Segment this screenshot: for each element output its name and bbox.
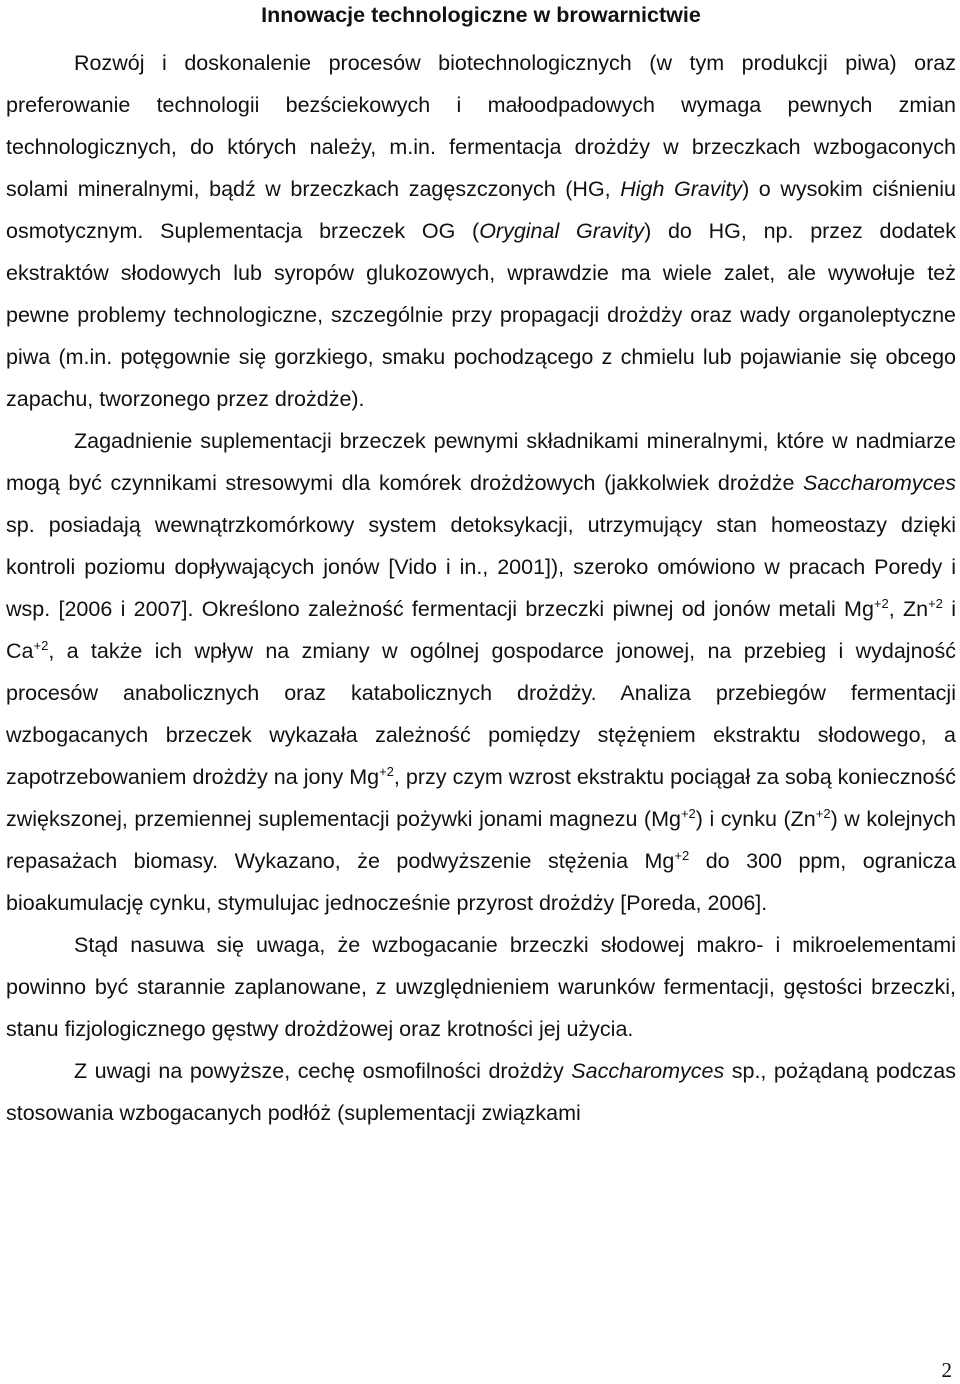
text-run: do 300 ppm, ogranicza bioakumulację cynku, stymulujac jednocześnie przyrost drożdży [Poreda, 2006].	[6, 849, 956, 915]
paragraph-4	[6, 1050, 956, 1134]
text-run: sp. posiadają wewnątrzkomórkowy system detoksykacji, utrzymujący stan homeostazy dzięki kontroli poziomu dopływających jonów [Vido i in., 2001]), szeroko omówiono w pracach Poredy i wsp. [2006 i 2007]. Określono zależność fermentacji brzeczki piwnej od jonów metali Mg	[6, 513, 956, 621]
superscript-charge: +2	[674, 847, 690, 863]
text-run: ) o wysokim ciśnieniu osmotycznym. Suplementacja brzeczek OG (	[6, 177, 956, 243]
text-run: i Ca	[6, 597, 956, 663]
superscript-charge: +2	[873, 595, 889, 611]
document-body	[6, 42, 956, 1134]
text-run: Rozwój i doskonalenie procesów biotechnologicznych (w tym produkcji piwa) oraz preferowanie technologii bezściekowych i małoodpadowych wymaga pewnych zmian technologicznych, do których należy, m.in. fermentacja drożdży w brzeczkach wzbogaconych solami mineralnymi, bądź w brzeczkach zagęszczonych (HG,	[6, 51, 956, 201]
text-run: sp., pożądaną podczas stosowania wzbogacanych podłóż (suplementacji związkami	[6, 1059, 956, 1125]
superscript-charge: +2	[379, 763, 394, 779]
text-run: ) do HG, np. przez dodatek ekstraktów słodowych lub syropów glukozowych, wprawdzie ma wiele zalet, ale wywołuje też pewne problemy technologiczne, szczególnie przy propagacji drożdży oraz wady organoleptyczne piwa (m.in. potęgownie się gorzkiego, smaku pochodzącego z chmielu lub pojawianie się obcego zapachu, tworzonego przez drożdże).	[6, 219, 957, 411]
page-number: 2	[941, 1358, 952, 1382]
paragraph-1	[6, 42, 956, 420]
paragraph-2	[6, 420, 956, 924]
superscript-charge: +2	[815, 805, 831, 821]
document-page	[6, 0, 956, 1134]
italic-term: Saccharomyces	[571, 1059, 725, 1083]
text-run: , a także ich wpływ na zmiany w ogólnej gospodarce jonowej, na przebieg i wydajność procesów anabolicznych oraz katabolicznych drożdży. Analiza przebiegów fermentacji wzbogacanych brzeczek wykazała zależność pomiędzy stężęniem ekstraktu słodowego, a zapotrzebowaniem drożdży na jony Mg	[6, 639, 956, 789]
text-run: Stąd nasuwa się uwaga, że wzbogacanie brzeczki słodowej makro- i mikroelementami powinno być starannie zaplanowane, z uwzględnieniem warunków fermentacji, gęstości brzeczki, stanu fizjologicznego gęstwy drożdżowej oraz krotności jej użycia.	[6, 933, 956, 1041]
text-run: , Zn	[888, 597, 929, 621]
text-run: ) i cynku (Zn	[695, 807, 816, 831]
document-title: Innowacje technologiczne w browarnictwie	[261, 3, 701, 27]
paragraph-3	[6, 924, 956, 1050]
text-run: ) w kolejnych repasażach biomasy. Wykazano, że podwyższenie stężenia Mg	[6, 807, 956, 873]
italic-term: Oryginal Gravity	[479, 219, 645, 243]
superscript-charge: +2	[33, 637, 49, 653]
text-run: , przy czym wzrost ekstraktu pociągał za sobą konieczność zwiększonej, przemiennej suplementacji pożywki jonami magnezu (Mg	[6, 765, 956, 831]
superscript-charge: +2	[680, 805, 696, 821]
text-run: Z uwagi na powyższe, cechę osmofilności drożdży	[74, 1059, 572, 1083]
italic-term: Saccharomyces	[803, 471, 956, 495]
italic-term: High Gravity	[620, 177, 743, 201]
superscript-charge: +2	[928, 595, 943, 611]
text-run: Zagadnienie suplementacji brzeczek pewnymi składnikami mineralnymi, które w nadmiarze mogą być czynnikami stresowymi dla komórek drożdżowych (jakkolwiek drożdże	[6, 429, 956, 495]
